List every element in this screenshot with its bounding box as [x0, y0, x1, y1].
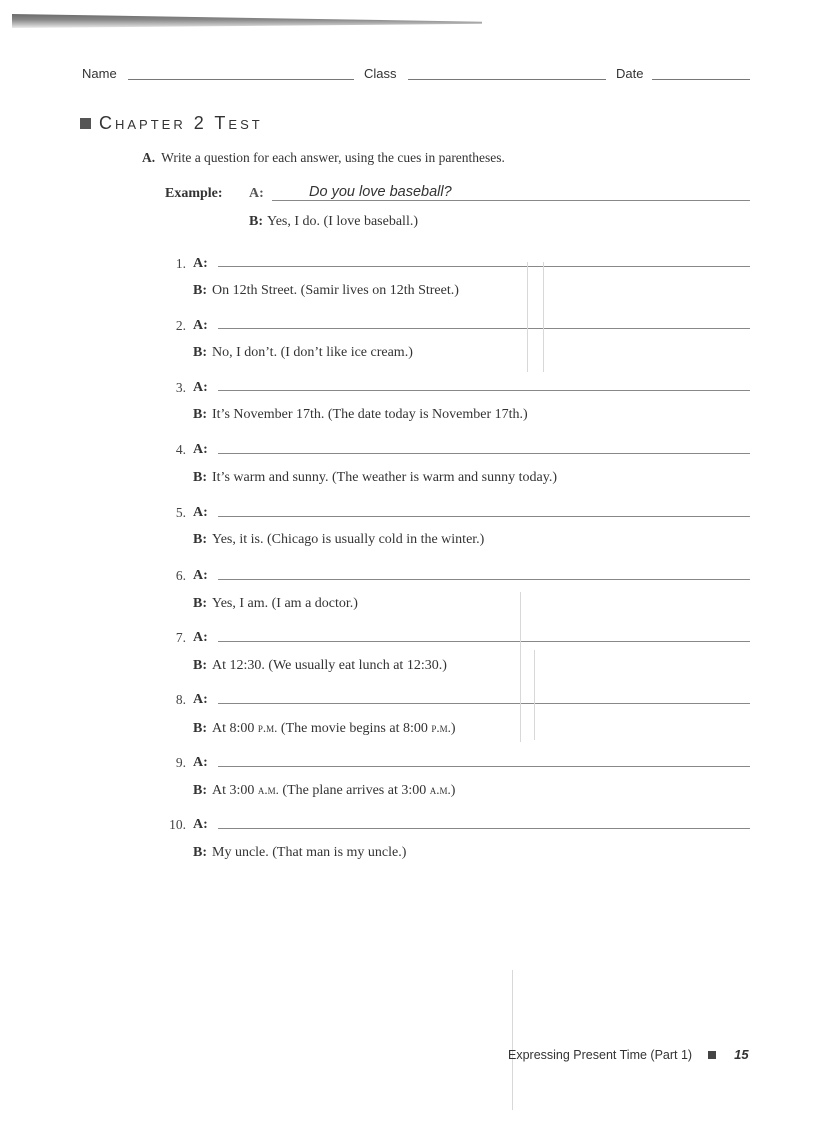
- scan-artifact: [534, 650, 535, 740]
- instruction-text: Write a question for each answer, using the cues in parentheses.: [161, 150, 505, 165]
- item-b-text: Yes, I am. (I am a doctor.): [212, 596, 358, 611]
- name-label: Name: [82, 66, 117, 81]
- item-a-label: A:: [193, 505, 208, 520]
- item-b-text: At 12:30. (We usually eat lunch at 12:30.): [212, 658, 447, 673]
- scan-artifact: [520, 592, 521, 742]
- example-answer-line: [272, 200, 750, 201]
- example-b-label: B:: [249, 214, 263, 229]
- chapter-title: Chapter 2 Test: [99, 112, 263, 133]
- item-b-label: B:: [193, 345, 207, 360]
- example-b-line: [249, 214, 418, 230]
- item-a-label: A:: [193, 630, 208, 645]
- answer-line[interactable]: [218, 703, 750, 704]
- item-b-label: B:: [193, 532, 207, 547]
- item-b-label: B:: [193, 596, 207, 611]
- item-b-text-c: ): [450, 783, 456, 798]
- class-field[interactable]: [408, 79, 606, 80]
- item-a-label: A:: [193, 568, 208, 583]
- item-number: 8.: [175, 692, 186, 707]
- section-instruction: [142, 150, 505, 166]
- page-footer: [508, 1047, 749, 1062]
- item-b-line: [193, 407, 528, 423]
- item-a-label: A:: [193, 442, 208, 457]
- answer-line[interactable]: [218, 453, 750, 454]
- item-number: 2.: [175, 318, 186, 333]
- item-a-label: A:: [193, 380, 208, 395]
- item-b-text-a: At 3:00: [212, 783, 258, 798]
- time-period-abbrev: p.m.: [431, 720, 451, 735]
- name-field[interactable]: [128, 79, 354, 80]
- chapter-heading: [80, 112, 263, 134]
- footer-section-title: Expressing Present Time (Part 1): [508, 1047, 693, 1062]
- item-b-line: [193, 470, 557, 486]
- item-b-label: B:: [193, 658, 207, 673]
- answer-line[interactable]: [218, 766, 750, 767]
- time-period-abbrev: a.m.: [429, 782, 451, 797]
- date-field[interactable]: [652, 79, 750, 80]
- item-b-line: [193, 596, 358, 612]
- item-b-text-b: (The plane arrives at 3:00: [278, 783, 430, 798]
- date-label: Date: [616, 66, 644, 81]
- item-b-line: [193, 532, 484, 548]
- item-b-line: [193, 845, 406, 861]
- scan-artifact: [543, 262, 544, 372]
- answer-line[interactable]: [218, 641, 750, 642]
- item-b-text: No, I don’t. (I don’t like ice cream.): [212, 345, 413, 360]
- item-a-label: A:: [193, 755, 208, 770]
- item-number: 9.: [175, 755, 186, 770]
- item-number: 1.: [175, 256, 186, 271]
- item-b-text: Yes, it is. (Chicago is usually cold in the winter.): [212, 532, 485, 547]
- item-number: 10.: [169, 817, 186, 832]
- item-b-line: [193, 283, 459, 299]
- item-number: 3.: [175, 380, 186, 395]
- scan-artifact: [527, 262, 528, 372]
- item-b-line: [193, 782, 455, 799]
- scan-top-edge: [12, 14, 482, 28]
- answer-line[interactable]: [218, 828, 750, 829]
- item-b-line: [193, 720, 456, 737]
- item-number: 4.: [175, 442, 186, 457]
- item-a-label: A:: [193, 817, 208, 832]
- item-b-label: B:: [193, 721, 207, 736]
- section-letter: A.: [142, 150, 156, 165]
- square-bullet-icon: [80, 118, 91, 129]
- item-number: 7.: [175, 630, 186, 645]
- item-b-text-c: ): [450, 721, 456, 736]
- class-label: Class: [364, 66, 397, 81]
- answer-line[interactable]: [218, 579, 750, 580]
- item-b-label: B:: [193, 283, 207, 298]
- item-b-line: [193, 345, 413, 361]
- square-bullet-icon: [708, 1051, 716, 1059]
- answer-line[interactable]: [218, 516, 750, 517]
- answer-line[interactable]: [218, 266, 750, 267]
- item-a-label: A:: [193, 256, 208, 271]
- scan-artifact: [512, 970, 513, 1110]
- student-info-header: [82, 66, 752, 86]
- item-b-text: My uncle. (That man is my uncle.): [212, 845, 407, 860]
- item-b-label: B:: [193, 783, 207, 798]
- item-b-line: [193, 658, 447, 674]
- example-answer: Do you love baseball?: [309, 184, 452, 200]
- example-b-text: Yes, I do. (I love baseball.): [267, 214, 418, 229]
- item-b-text: It’s warm and sunny. (The weather is warm and sunny today.): [212, 470, 557, 485]
- answer-line[interactable]: [218, 390, 750, 391]
- item-b-text: It’s November 17th. (The date today is November 17th.): [212, 407, 528, 422]
- item-b-label: B:: [193, 845, 207, 860]
- item-a-label: A:: [193, 318, 208, 333]
- example-a-label: A:: [249, 186, 264, 201]
- time-period-abbrev: p.m.: [257, 720, 278, 735]
- item-b-text-a: At 8:00: [212, 721, 258, 736]
- item-number: 6.: [175, 568, 186, 583]
- example-label: Example:: [165, 186, 223, 201]
- item-b-label: B:: [193, 470, 207, 485]
- item-a-label: A:: [193, 692, 208, 707]
- time-period-abbrev: a.m.: [257, 782, 279, 797]
- item-b-text: On 12th Street. (Samir lives on 12th Street.): [212, 283, 459, 298]
- answer-line[interactable]: [218, 328, 750, 329]
- item-b-label: B:: [193, 407, 207, 422]
- item-number: 5.: [175, 505, 186, 520]
- item-b-text-b: (The movie begins at 8:00: [277, 721, 432, 736]
- page-number: 15: [734, 1047, 749, 1062]
